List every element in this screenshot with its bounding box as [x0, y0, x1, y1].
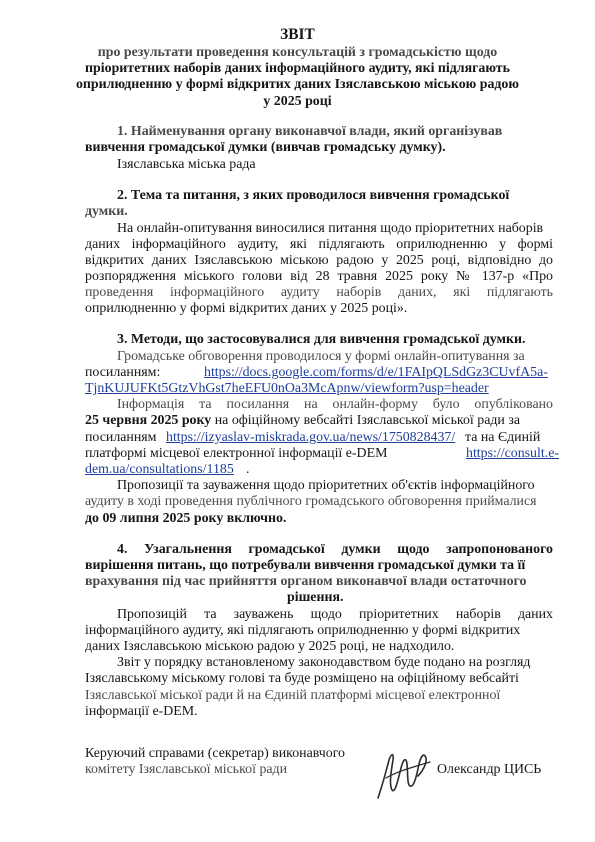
section-2-heading-line-2: думки.: [85, 204, 128, 219]
section-3-p2-line-1: Інформація та посилання на онлайн-форму було опубліковано: [117, 397, 553, 412]
section-3-p2-line-2: [85, 414, 520, 428]
news-link[interactable]: https://izyaslav-miskrada.gov.ua/news/1750828437/: [166, 430, 456, 445]
section-3-p2-link-suffix: та на Єдиній: [465, 430, 541, 445]
section-3-heading: 3. Методи, що застосовувалися для вивчення громадської думки.: [117, 332, 526, 347]
signatory-position-line-2: комітету Ізяславської міської ради: [85, 762, 288, 777]
section-4-p2-line-2: Ізяславському міському голові та буде розміщено на офіційному вебсайті: [85, 671, 519, 686]
section-4-p1-line-3: даних Ізяславською міською радою у 2025 році, не надходило.: [85, 639, 455, 654]
subtitle-line-1: про результати проведення консультацій з громадськістю щодо: [97, 45, 498, 60]
section-4-p2-line-1: Звіт у порядку встановленому законодавством буде подано на розгляд: [117, 655, 531, 670]
section-2-body-line-4: розпорядження міського голови від 28 травня 2025 року № 137-р «Про: [85, 269, 553, 284]
section-3-p1-line-1: Громадське обговорення проводилося у формі онлайн-опитування за: [117, 349, 525, 364]
edem-link-part-1[interactable]: https://consult.e-: [466, 446, 559, 461]
section-1-heading-line-1: 1. Найменування органу виконавчої влади, який організував: [117, 124, 503, 139]
signatory-name: Олександр ЦИСЬ: [437, 762, 542, 777]
section-4-p2-line-3: Ізяславської міської ради й на Єдиній платформі місцевої електронної: [85, 688, 501, 703]
section-4-p2-line-4: інформації e-DEM.: [85, 704, 198, 719]
section-2-heading-line-1: 2. Тема та питання, з яких проводилося вивчення громадської: [117, 188, 510, 203]
section-4-heading-line-3: врахування під час прийняття органом виконавчої влади остаточного: [85, 574, 527, 589]
subtitle-line-3: оприлюдненню у формі відкритих даних Ізяславською міською радою: [75, 77, 519, 92]
section-4-heading-line-2: вирішення питань, що потребували вивчення громадської думки та її: [85, 558, 526, 573]
section-2-body-line-2: даних інформаційного аудиту, які підлягають оприлюдненню у формі: [85, 237, 553, 252]
section-4-p1-line-1: Пропозицій та зауважень щодо пріоритетних наборів даних: [117, 607, 553, 622]
section-4-p1-line-2: інформаційного аудиту, які підлягають оприлюдненню у формі відкритих: [85, 623, 521, 638]
section-3-p1-prefix: посиланням:: [85, 365, 161, 380]
section-2-body-line-3: відкритих даних Ізяславською міською радою у 2025 році, відповідно до: [85, 253, 553, 268]
section-4-heading-line-4: рішення.: [287, 590, 344, 605]
submission-deadline: до 09 липня 2025 року включно.: [85, 511, 287, 526]
signatory-position-line-1: Керуючий справами (секретар) виконавчого: [85, 746, 345, 761]
section-3-p2-line-2-rest: на офіційному вебсайті Ізяславської міської ради за: [214, 413, 520, 428]
period: .: [246, 462, 250, 477]
section-3-p2-link-prefix: посиланням: [85, 430, 157, 445]
section-1-body: Ізяславська міська рада: [117, 157, 256, 172]
handwritten-signature: [372, 742, 438, 802]
section-3-p3-line-1: Пропозиції та зауваження щодо пріоритетних об'єктів інформаційного: [117, 478, 535, 493]
subtitle-line-2: пріоритетних наборів даних інформаційного аудиту, які підлягають: [85, 61, 510, 76]
section-3-p2-line-4: платформі місцевої електронної інформації e-DEM: [85, 446, 388, 461]
edem-link-part-2[interactable]: dem.ua/consultations/1185: [85, 462, 234, 477]
section-4-heading-line-1: 4. Узагальнення громадської думки щодо запропонованого: [117, 542, 553, 557]
subtitle-line-4: у 2025 році: [263, 94, 332, 109]
publication-date: 25 червня 2025 року: [85, 413, 212, 428]
google-form-link-part-1[interactable]: https://docs.google.com/forms/d/e/1FAIpQLSdGz3CUvfA5a-: [204, 365, 548, 380]
section-2-body-line-6: оприлюдненню у формі відкритих даних у 2025 році».: [85, 301, 408, 316]
section-2-body-line-5: проведення інформаційного аудиту наборів даних, які підлягають: [85, 285, 553, 300]
section-1-heading-line-2: вивчення громадської думки (вивчав громадську думку).: [85, 140, 446, 155]
google-form-link-part-2[interactable]: TjnKUJUFKt5GtzVhGst7heEFU0nOa3McApnw/viewform?usp=header: [85, 381, 489, 396]
section-3-p3-line-2: аудиту в ході проведення публічного громадського обговорення приймалися: [85, 494, 537, 509]
document-title: ЗВІТ: [280, 26, 315, 43]
section-2-body-line-1: На онлайн-опитування виносилися питання щодо пріоритетних наборів: [117, 221, 544, 236]
